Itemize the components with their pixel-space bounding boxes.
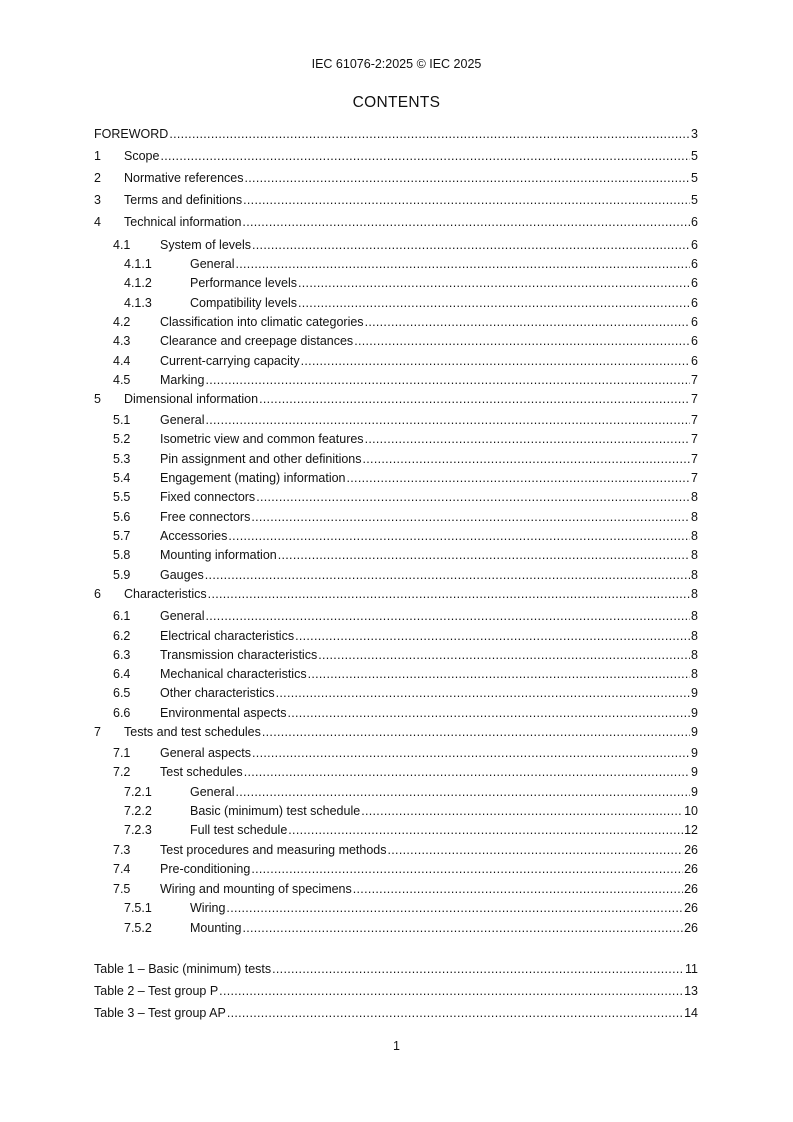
dot-leader [160, 149, 690, 164]
toc-entry-number: 6.6 [113, 706, 131, 720]
dot-leader [298, 296, 690, 311]
toc-entry-number: 5.4 [113, 471, 131, 485]
toc-entry-number: 7.2.1 [124, 785, 152, 799]
toc-entry[interactable] [94, 648, 698, 663]
toc-entry-number: 4.5 [113, 373, 131, 387]
dot-leader [251, 510, 690, 525]
table-list-entry[interactable] [94, 962, 698, 977]
toc-entry-page: 5 [691, 149, 698, 163]
toc-entry-page: 6 [691, 238, 698, 252]
dot-leader [256, 490, 690, 505]
dot-leader [276, 686, 690, 701]
toc-entry[interactable] [94, 149, 698, 164]
table-entry-page: 11 [685, 962, 698, 976]
toc-entry-label: Engagement (mating) information [160, 471, 346, 485]
toc-entry-number: 7 [94, 725, 101, 739]
dot-leader [228, 529, 690, 544]
toc-entry-label: FOREWORD [94, 127, 169, 141]
toc-entry-page: 8 [691, 629, 698, 643]
toc-entry-label: Fixed connectors [160, 490, 256, 504]
dot-leader [295, 629, 690, 644]
toc-entry-label: Technical information [124, 215, 242, 229]
toc-entry-page: 6 [691, 315, 698, 329]
toc-entry-number: 4.1.2 [124, 276, 152, 290]
toc-entry-number: 7.4 [113, 862, 131, 876]
dot-leader [278, 548, 690, 563]
toc-entry[interactable] [94, 373, 698, 388]
toc-entry-number: 1 [94, 149, 101, 163]
contents-title: CONTENTS [352, 94, 441, 111]
toc-entry-number: 4.1 [113, 238, 131, 252]
toc-entry-number: 4.2 [113, 315, 131, 329]
dot-leader [308, 667, 690, 682]
toc-entry-label: Pin assignment and other definitions [160, 452, 362, 466]
toc-entry-label: Gauges [160, 568, 204, 582]
dot-leader [272, 962, 684, 977]
toc-entry-label: Clearance and creepage distances [160, 334, 354, 348]
dot-leader [169, 127, 690, 142]
dot-leader [259, 392, 690, 407]
dot-leader [205, 373, 690, 388]
toc-entry-label: Mounting [190, 921, 242, 935]
toc-entry-page: 6 [691, 354, 698, 368]
dot-leader [365, 315, 690, 330]
toc-entry-number: 6.4 [113, 667, 131, 681]
toc-entry-number: 5 [94, 392, 101, 406]
toc-entry-page: 26 [684, 862, 698, 876]
toc-entry-label: Test schedules [160, 765, 243, 779]
toc-entry-number: 7.2 [113, 765, 131, 779]
dot-leader [235, 257, 690, 272]
toc-entry-label: General [160, 413, 205, 427]
toc-entry-number: 5.2 [113, 432, 131, 446]
toc-entry-page: 6 [691, 334, 698, 348]
toc-entry[interactable] [94, 901, 698, 916]
dot-leader [363, 452, 691, 467]
toc-entry[interactable] [94, 686, 698, 701]
dot-leader [388, 843, 684, 858]
toc-entry-number: 6.3 [113, 648, 131, 662]
table-entry-label: Table 3 – Test group AP [94, 1006, 226, 1020]
dot-leader [243, 193, 690, 208]
toc-entry[interactable] [94, 193, 698, 208]
dot-leader [347, 471, 691, 486]
toc-entry-label: Compatibility levels [190, 296, 297, 310]
toc-entry[interactable] [94, 315, 698, 330]
dot-leader [318, 648, 690, 663]
dot-leader [205, 609, 690, 624]
toc-entry-number: 7.5.1 [124, 901, 152, 915]
toc-entry-page: 9 [691, 765, 698, 779]
toc-entry-label: Characteristics [124, 587, 207, 601]
toc-entry-label: Wiring and mounting of specimens [160, 882, 352, 896]
toc-entry-label: Full test schedule [190, 823, 288, 837]
table-entry-label: Table 1 – Basic (minimum) tests [94, 962, 272, 976]
toc-entry-page: 8 [691, 568, 698, 582]
dot-leader [227, 1006, 683, 1021]
dot-leader [251, 862, 683, 877]
toc-entry[interactable] [94, 548, 698, 563]
toc-entry[interactable] [94, 392, 698, 407]
toc-entry-page: 5 [691, 171, 698, 185]
toc-entry[interactable] [94, 471, 698, 486]
dot-leader [262, 725, 690, 740]
toc-entry-label: Basic (minimum) test schedule [190, 804, 361, 818]
dot-leader [353, 882, 683, 897]
table-list-entry[interactable] [94, 984, 698, 999]
toc-entry[interactable] [94, 334, 698, 349]
toc-entry-label: Performance levels [190, 276, 297, 290]
toc-entry-number: 4.1.3 [124, 296, 152, 310]
toc-entry[interactable] [94, 629, 698, 644]
toc-entry-number: 5.6 [113, 510, 131, 524]
toc-entry[interactable] [94, 413, 698, 428]
toc-entry-page: 26 [684, 843, 698, 857]
toc-entry[interactable] [94, 882, 698, 897]
toc-entry-page: 10 [684, 804, 698, 818]
dot-leader [301, 354, 690, 369]
toc-entry[interactable] [94, 667, 698, 682]
toc-entry-page: 6 [691, 296, 698, 310]
toc-entry-page: 7 [691, 432, 698, 446]
toc-entry-label: General aspects [160, 746, 252, 760]
toc-entry[interactable] [94, 490, 698, 505]
toc-entry[interactable] [94, 276, 698, 291]
toc-entry[interactable] [94, 296, 698, 311]
toc-entry[interactable] [94, 127, 698, 142]
toc-entry-number: 4.3 [113, 334, 131, 348]
toc-entry-number: 3 [94, 193, 101, 207]
toc-entry[interactable] [94, 568, 698, 583]
table-entry-label: Table 2 – Test group P [94, 984, 219, 998]
toc-entry-page: 7 [691, 373, 698, 387]
dot-leader [242, 215, 690, 230]
dot-leader [235, 785, 690, 800]
toc-entry[interactable] [94, 843, 698, 858]
toc-entry[interactable] [94, 587, 698, 602]
toc-entry-number: 4.4 [113, 354, 131, 368]
toc-entry-label: Electrical characteristics [160, 629, 295, 643]
toc-entry[interactable] [94, 609, 698, 624]
toc-entry-label: Wiring [190, 901, 226, 915]
toc-entry-number: 5.7 [113, 529, 131, 543]
toc-entry-number: 5.8 [113, 548, 131, 562]
toc-entry-label: Marking [160, 373, 205, 387]
toc-entry-number: 2 [94, 171, 101, 185]
toc-entry[interactable] [94, 921, 698, 936]
toc-entry-label: Normative references [124, 171, 244, 185]
toc-entry-label: Mounting information [160, 548, 277, 562]
toc-entry-number: 7.5 [113, 882, 131, 896]
toc-entry[interactable] [94, 823, 698, 838]
toc-entry-page: 9 [691, 725, 698, 739]
toc-entry-label: General [190, 785, 235, 799]
toc-entry-page: 8 [691, 548, 698, 562]
toc-entry-number: 5.5 [113, 490, 131, 504]
toc-entry-number: 5.9 [113, 568, 131, 582]
toc-entry-label: Other characteristics [160, 686, 275, 700]
toc-entry[interactable] [94, 529, 698, 544]
toc-entry[interactable] [94, 452, 698, 467]
toc-entry[interactable] [94, 432, 698, 447]
toc-entry-label: Scope [124, 149, 160, 163]
toc-entry-page: 8 [691, 510, 698, 524]
toc-entry-label: Environmental aspects [160, 706, 287, 720]
toc-entry-page: 8 [691, 648, 698, 662]
toc-entry-number: 7.2.2 [124, 804, 152, 818]
dot-leader [208, 587, 690, 602]
toc-entry-page: 6 [691, 276, 698, 290]
dot-leader [245, 171, 691, 186]
toc-entry[interactable] [94, 171, 698, 186]
toc-entry-number: 6 [94, 587, 101, 601]
toc-entry-label: Terms and definitions [124, 193, 243, 207]
toc-entry-number: 7.3 [113, 843, 131, 857]
toc-entry-number: 7.5.2 [124, 921, 152, 935]
toc-entry[interactable] [94, 765, 698, 780]
toc-entry-page: 26 [684, 901, 698, 915]
toc-entry-label: Mechanical characteristics [160, 667, 307, 681]
toc-entry-page: 26 [684, 921, 698, 935]
toc-entry-page: 7 [691, 452, 698, 466]
toc-entry-number: 7.2.3 [124, 823, 152, 837]
toc-entry[interactable] [94, 746, 698, 761]
toc-entry-label: Classification into climatic categories [160, 315, 364, 329]
toc-entry[interactable] [94, 257, 698, 272]
toc-entry-number: 7.1 [113, 746, 131, 760]
toc-entry-page: 9 [691, 746, 698, 760]
dot-leader [252, 238, 690, 253]
toc-entry-number: 4.1.1 [124, 257, 152, 271]
toc-entry-page: 8 [691, 667, 698, 681]
toc-entry-page: 12 [684, 823, 698, 837]
toc-entry-label: Dimensional information [124, 392, 259, 406]
toc-entry-page: 9 [691, 785, 698, 799]
dot-leader [205, 568, 690, 583]
dot-leader [298, 276, 690, 291]
dot-leader [365, 432, 690, 447]
dot-leader [205, 413, 690, 428]
toc-entry-label: System of levels [160, 238, 252, 252]
toc-entry-number: 6.1 [113, 609, 131, 623]
dot-leader [354, 334, 690, 349]
toc-entry-label: Tests and test schedules [124, 725, 261, 739]
toc-entry-page: 7 [691, 471, 698, 485]
toc-entry-number: 5.1 [113, 413, 131, 427]
dot-leader [219, 984, 683, 999]
toc-entry[interactable] [94, 862, 698, 877]
toc-entry-label: Test procedures and measuring methods [160, 843, 387, 857]
toc-entry-number: 6.2 [113, 629, 131, 643]
toc-entry-page: 8 [691, 587, 698, 601]
toc-entry-number: 4 [94, 215, 101, 229]
toc-entry-label: General [160, 609, 205, 623]
toc-entry[interactable] [94, 238, 698, 253]
dot-leader [288, 823, 683, 838]
toc-entry-label: Free connectors [160, 510, 251, 524]
toc-entry-page: 26 [684, 882, 698, 896]
toc-entry-label: Pre-conditioning [160, 862, 251, 876]
toc-entry[interactable] [94, 785, 698, 800]
toc-entry-page: 6 [691, 215, 698, 229]
toc-entry-number: 6.5 [113, 686, 131, 700]
table-list-entry[interactable] [94, 1006, 698, 1021]
toc-entry-page: 8 [691, 490, 698, 504]
toc-entry-page: 7 [691, 413, 698, 427]
toc-entry[interactable] [94, 706, 698, 721]
running-header: IEC 61076-2:2025 © IEC 2025 [311, 57, 482, 71]
dot-leader [361, 804, 683, 819]
toc-entry-label: Transmission characteristics [160, 648, 318, 662]
toc-entry-page: 9 [691, 686, 698, 700]
toc-entry[interactable] [94, 354, 698, 369]
toc-entry-page: 3 [691, 127, 698, 141]
page-number: 1 [393, 1039, 400, 1053]
toc-entry-label: Accessories [160, 529, 228, 543]
toc-entry-page: 8 [691, 609, 698, 623]
toc-entry-label: General [190, 257, 235, 271]
toc-entry-page: 5 [691, 193, 698, 207]
table-entry-page: 14 [684, 1006, 698, 1020]
toc-entry-page: 6 [691, 257, 698, 271]
toc-entry[interactable] [94, 510, 698, 525]
toc-entry-label: Isometric view and common features [160, 432, 364, 446]
toc-entry[interactable] [94, 215, 698, 230]
table-entry-page: 13 [684, 984, 698, 998]
toc-entry-number: 5.3 [113, 452, 131, 466]
toc-entry[interactable] [94, 804, 698, 819]
dot-leader [226, 901, 683, 916]
toc-entry-page: 9 [691, 706, 698, 720]
dot-leader [287, 706, 690, 721]
dot-leader [242, 921, 683, 936]
toc-entry-page: 8 [691, 529, 698, 543]
dot-leader [252, 746, 690, 761]
toc-entry-page: 7 [691, 392, 698, 406]
toc-entry[interactable] [94, 725, 698, 740]
toc-entry-label: Current-carrying capacity [160, 354, 300, 368]
dot-leader [244, 765, 690, 780]
